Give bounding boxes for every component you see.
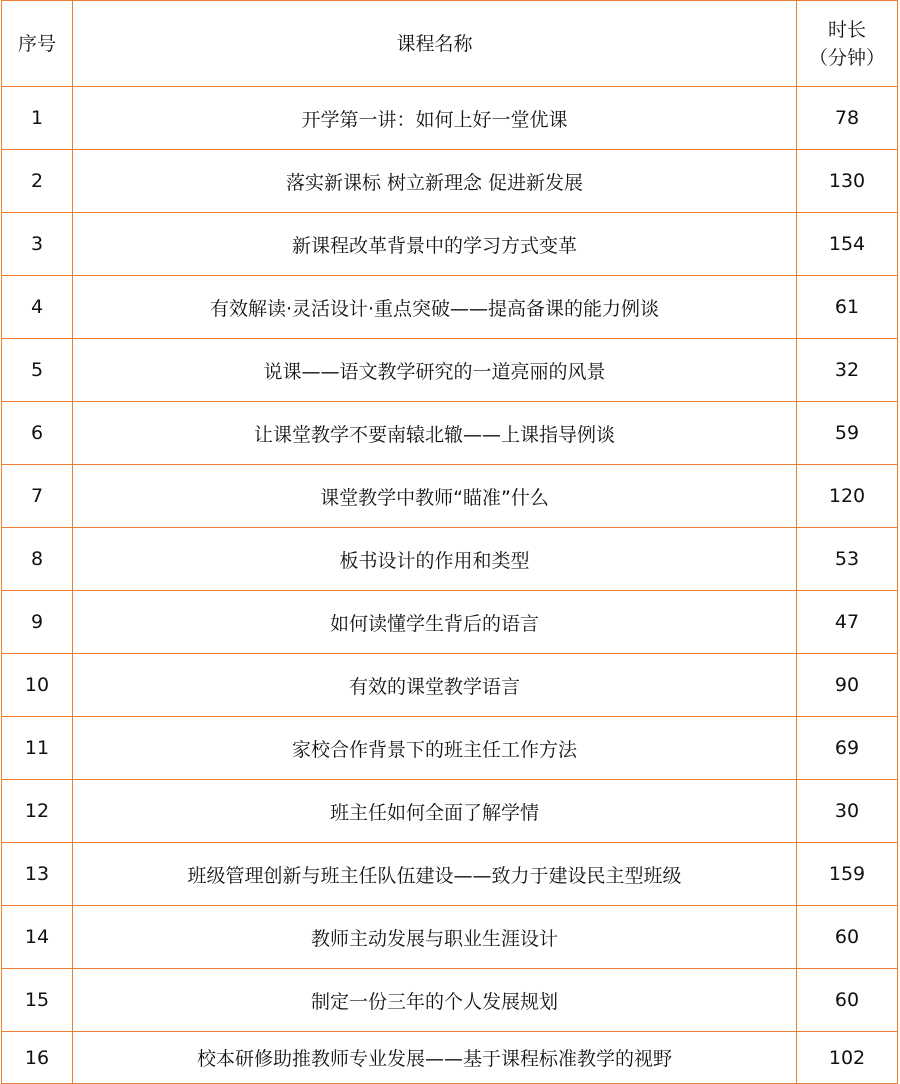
header-course-name: 课程名称 bbox=[73, 1, 797, 87]
cell-duration: 61 bbox=[797, 276, 898, 339]
table-row bbox=[2, 780, 898, 843]
cell-course-name: 如何读懂学生背后的语言 bbox=[73, 591, 797, 654]
table-row bbox=[2, 276, 898, 339]
cell-course-name: 新课程改革背景中的学习方式变革 bbox=[73, 213, 797, 276]
table-row bbox=[2, 591, 898, 654]
cell-course-name: 班主任如何全面了解学情 bbox=[73, 780, 797, 843]
table-row bbox=[2, 843, 898, 906]
cell-course-name: 班级管理创新与班主任队伍建设——致力于建设民主型班级 bbox=[73, 843, 797, 906]
table-row bbox=[2, 213, 898, 276]
header-duration-line1: 时长 bbox=[827, 18, 866, 41]
cell-course-name: 说课——语文教学研究的一道亮丽的风景 bbox=[73, 339, 797, 402]
table-row bbox=[2, 1032, 898, 1084]
cell-duration: 32 bbox=[797, 339, 898, 402]
cell-index: 10 bbox=[2, 654, 73, 717]
course-table bbox=[1, 0, 898, 1084]
cell-duration: 47 bbox=[797, 591, 898, 654]
cell-index: 6 bbox=[2, 402, 73, 465]
cell-duration: 69 bbox=[797, 717, 898, 780]
cell-course-name: 校本研修助推教师专业发展——基于课程标准教学的视野 bbox=[73, 1032, 797, 1084]
cell-index: 5 bbox=[2, 339, 73, 402]
table-row bbox=[2, 906, 898, 969]
cell-course-name: 教师主动发展与职业生涯设计 bbox=[73, 906, 797, 969]
cell-duration: 78 bbox=[797, 87, 898, 150]
table-row bbox=[2, 717, 898, 780]
cell-duration: 90 bbox=[797, 654, 898, 717]
cell-course-name: 开学第一讲：如何上好一堂优课 bbox=[73, 87, 797, 150]
cell-index: 7 bbox=[2, 465, 73, 528]
cell-course-name: 落实新课标 树立新理念 促进新发展 bbox=[73, 150, 797, 213]
cell-index: 2 bbox=[2, 150, 73, 213]
cell-course-name: 课堂教学中教师“瞄准”什么 bbox=[73, 465, 797, 528]
cell-index: 13 bbox=[2, 843, 73, 906]
cell-duration: 130 bbox=[797, 150, 898, 213]
cell-index: 1 bbox=[2, 87, 73, 150]
cell-duration: 102 bbox=[797, 1032, 898, 1084]
table-row bbox=[2, 969, 898, 1032]
table-row bbox=[2, 150, 898, 213]
table-row bbox=[2, 528, 898, 591]
cell-course-name: 有效的课堂教学语言 bbox=[73, 654, 797, 717]
cell-duration: 120 bbox=[797, 465, 898, 528]
cell-index: 8 bbox=[2, 528, 73, 591]
cell-duration: 60 bbox=[797, 906, 898, 969]
cell-duration: 53 bbox=[797, 528, 898, 591]
cell-duration: 30 bbox=[797, 780, 898, 843]
cell-duration: 59 bbox=[797, 402, 898, 465]
table-row bbox=[2, 87, 898, 150]
header-duration-line2: （分钟） bbox=[808, 46, 885, 69]
cell-duration: 154 bbox=[797, 213, 898, 276]
cell-duration: 60 bbox=[797, 969, 898, 1032]
cell-index: 3 bbox=[2, 213, 73, 276]
cell-index: 14 bbox=[2, 906, 73, 969]
cell-duration: 159 bbox=[797, 843, 898, 906]
cell-course-name: 让课堂教学不要南辕北辙——上课指导例谈 bbox=[73, 402, 797, 465]
cell-course-name: 制定一份三年的个人发展规划 bbox=[73, 969, 797, 1032]
table-row bbox=[2, 654, 898, 717]
cell-index: 12 bbox=[2, 780, 73, 843]
table-row bbox=[2, 402, 898, 465]
cell-course-name: 家校合作背景下的班主任工作方法 bbox=[73, 717, 797, 780]
cell-index: 11 bbox=[2, 717, 73, 780]
cell-course-name: 有效解读·灵活设计·重点突破——提高备课的能力例谈 bbox=[73, 276, 797, 339]
header-index: 序号 bbox=[2, 1, 73, 87]
cell-index: 16 bbox=[2, 1032, 73, 1084]
cell-index: 9 bbox=[2, 591, 73, 654]
header-row bbox=[2, 1, 898, 87]
table-row bbox=[2, 465, 898, 528]
cell-course-name: 板书设计的作用和类型 bbox=[73, 528, 797, 591]
cell-index: 4 bbox=[2, 276, 73, 339]
header-duration bbox=[797, 1, 898, 87]
cell-index: 15 bbox=[2, 969, 73, 1032]
table-row bbox=[2, 339, 898, 402]
